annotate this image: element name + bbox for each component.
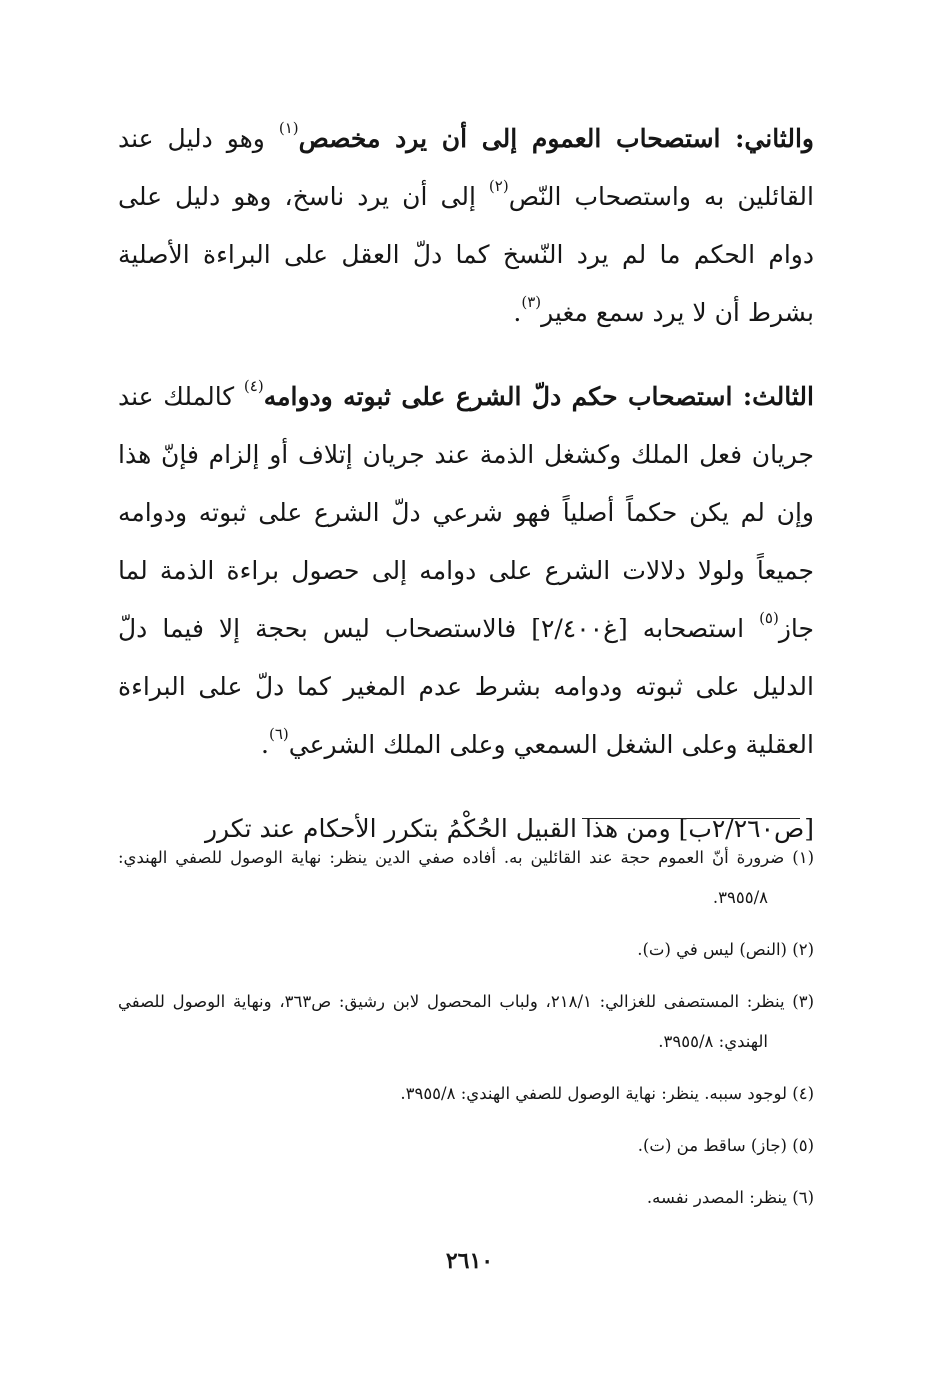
footnote-ref: (٣) (521, 293, 542, 311)
footnote (118, 1074, 814, 1114)
footnote-ref: (٥) (759, 609, 779, 627)
paragraph-text: استصحابه [غ٢/٤٠٠] فالاستصحاب ليس بحجة إلا فيما دلّ الدليل على ثبوته ودوامه بشرط عدم المغير كما دلّ على البراءة العقلية وعلى الشغل السمعي وعلى الملك الشرعي (118, 614, 814, 759)
paragraph-heading: الثالث: استصحاب حكم دلّ الشرع على ثبوته ودوامه (263, 382, 814, 411)
paragraph-text: [ص٢/٢٦٠ب] ومن هذا القبيل الحُكْمُ بتكرر الأحكام عند تكرر (204, 814, 814, 843)
footnote-text: لوجود سببه. ينظر: نهاية الوصول للصفي الهندي: ٣٩٥٥/٨. (400, 1084, 787, 1103)
footnote-number: (٤) (792, 1084, 814, 1103)
footnote-text: (النص) ليس في (ت). (637, 940, 787, 959)
page-number: ٢٦١٠ (445, 1248, 494, 1274)
footnote-divider (582, 818, 800, 819)
main-text (118, 110, 814, 858)
footnote-text: ضرورة أنّ العموم حجة عند القائلين به. أفاده صفي الدين ينظر: نهاية الوصول للصفي الهندي: ٣٩٥٥/٨. (118, 848, 785, 907)
paragraph-text: إلى أن يرد ناسخ، وهو دليل على دوام الحكم ما لم يرد النّسخ كما دلّ العقل على البراءة الأصلية بشرط أن لا يرد سمع مغير (118, 182, 814, 327)
footnotes (118, 838, 814, 1218)
footnote-text: (جاز) ساقط من (ت). (637, 1136, 787, 1155)
footnote (118, 1178, 814, 1218)
paragraph-text: . (261, 730, 269, 759)
footnote-ref: (٦) (268, 725, 289, 743)
paragraph-third-type (118, 368, 814, 774)
footnote-number: (٢) (792, 940, 814, 959)
footnote-number: (١) (792, 848, 814, 867)
footnote-number: (٥) (792, 1136, 814, 1155)
paragraph-text: وهو دليل عند القائلين به واستصحاب النّص (118, 124, 814, 211)
footnote (118, 982, 814, 1062)
paragraph-second-type (118, 110, 814, 342)
footnote-text: ينظر: المصدر نفسه. (646, 1188, 787, 1207)
footnote (118, 930, 814, 970)
paragraph-heading: والثاني: استصحاب العموم إلى أن يرد مخصص (298, 124, 814, 153)
footnote (118, 838, 814, 918)
footnote-ref: (١) (278, 119, 299, 137)
footnote-number: (٦) (792, 1188, 814, 1207)
footnote-ref: (٤) (243, 377, 264, 395)
paragraph-text: كالملك عند جريان فعل الملك وكشغل الذمة عند جريان إتلاف أو إلزام فإنّ هذا وإن لم يكن حكماً أصلياً فهو شرعي دلّ الشرع على ثبوته ودوامه جميعاً ولولا دلالات الشرع على دوامه إلى حصول براءة الذمة لما جاز (118, 382, 814, 643)
paragraph-text: . (513, 298, 522, 327)
footnote (118, 1126, 814, 1166)
footnote-number: (٣) (792, 992, 815, 1011)
footnote-ref: (٢) (488, 177, 509, 195)
footnote-text: ينظر: المستصفى للغزالي: ٢١٨/١، ولباب المحصول لابن رشيق: ص٣٦٣، ونهاية الوصول للصفي الهندي: ٣٩٥٥/٨. (118, 992, 785, 1051)
